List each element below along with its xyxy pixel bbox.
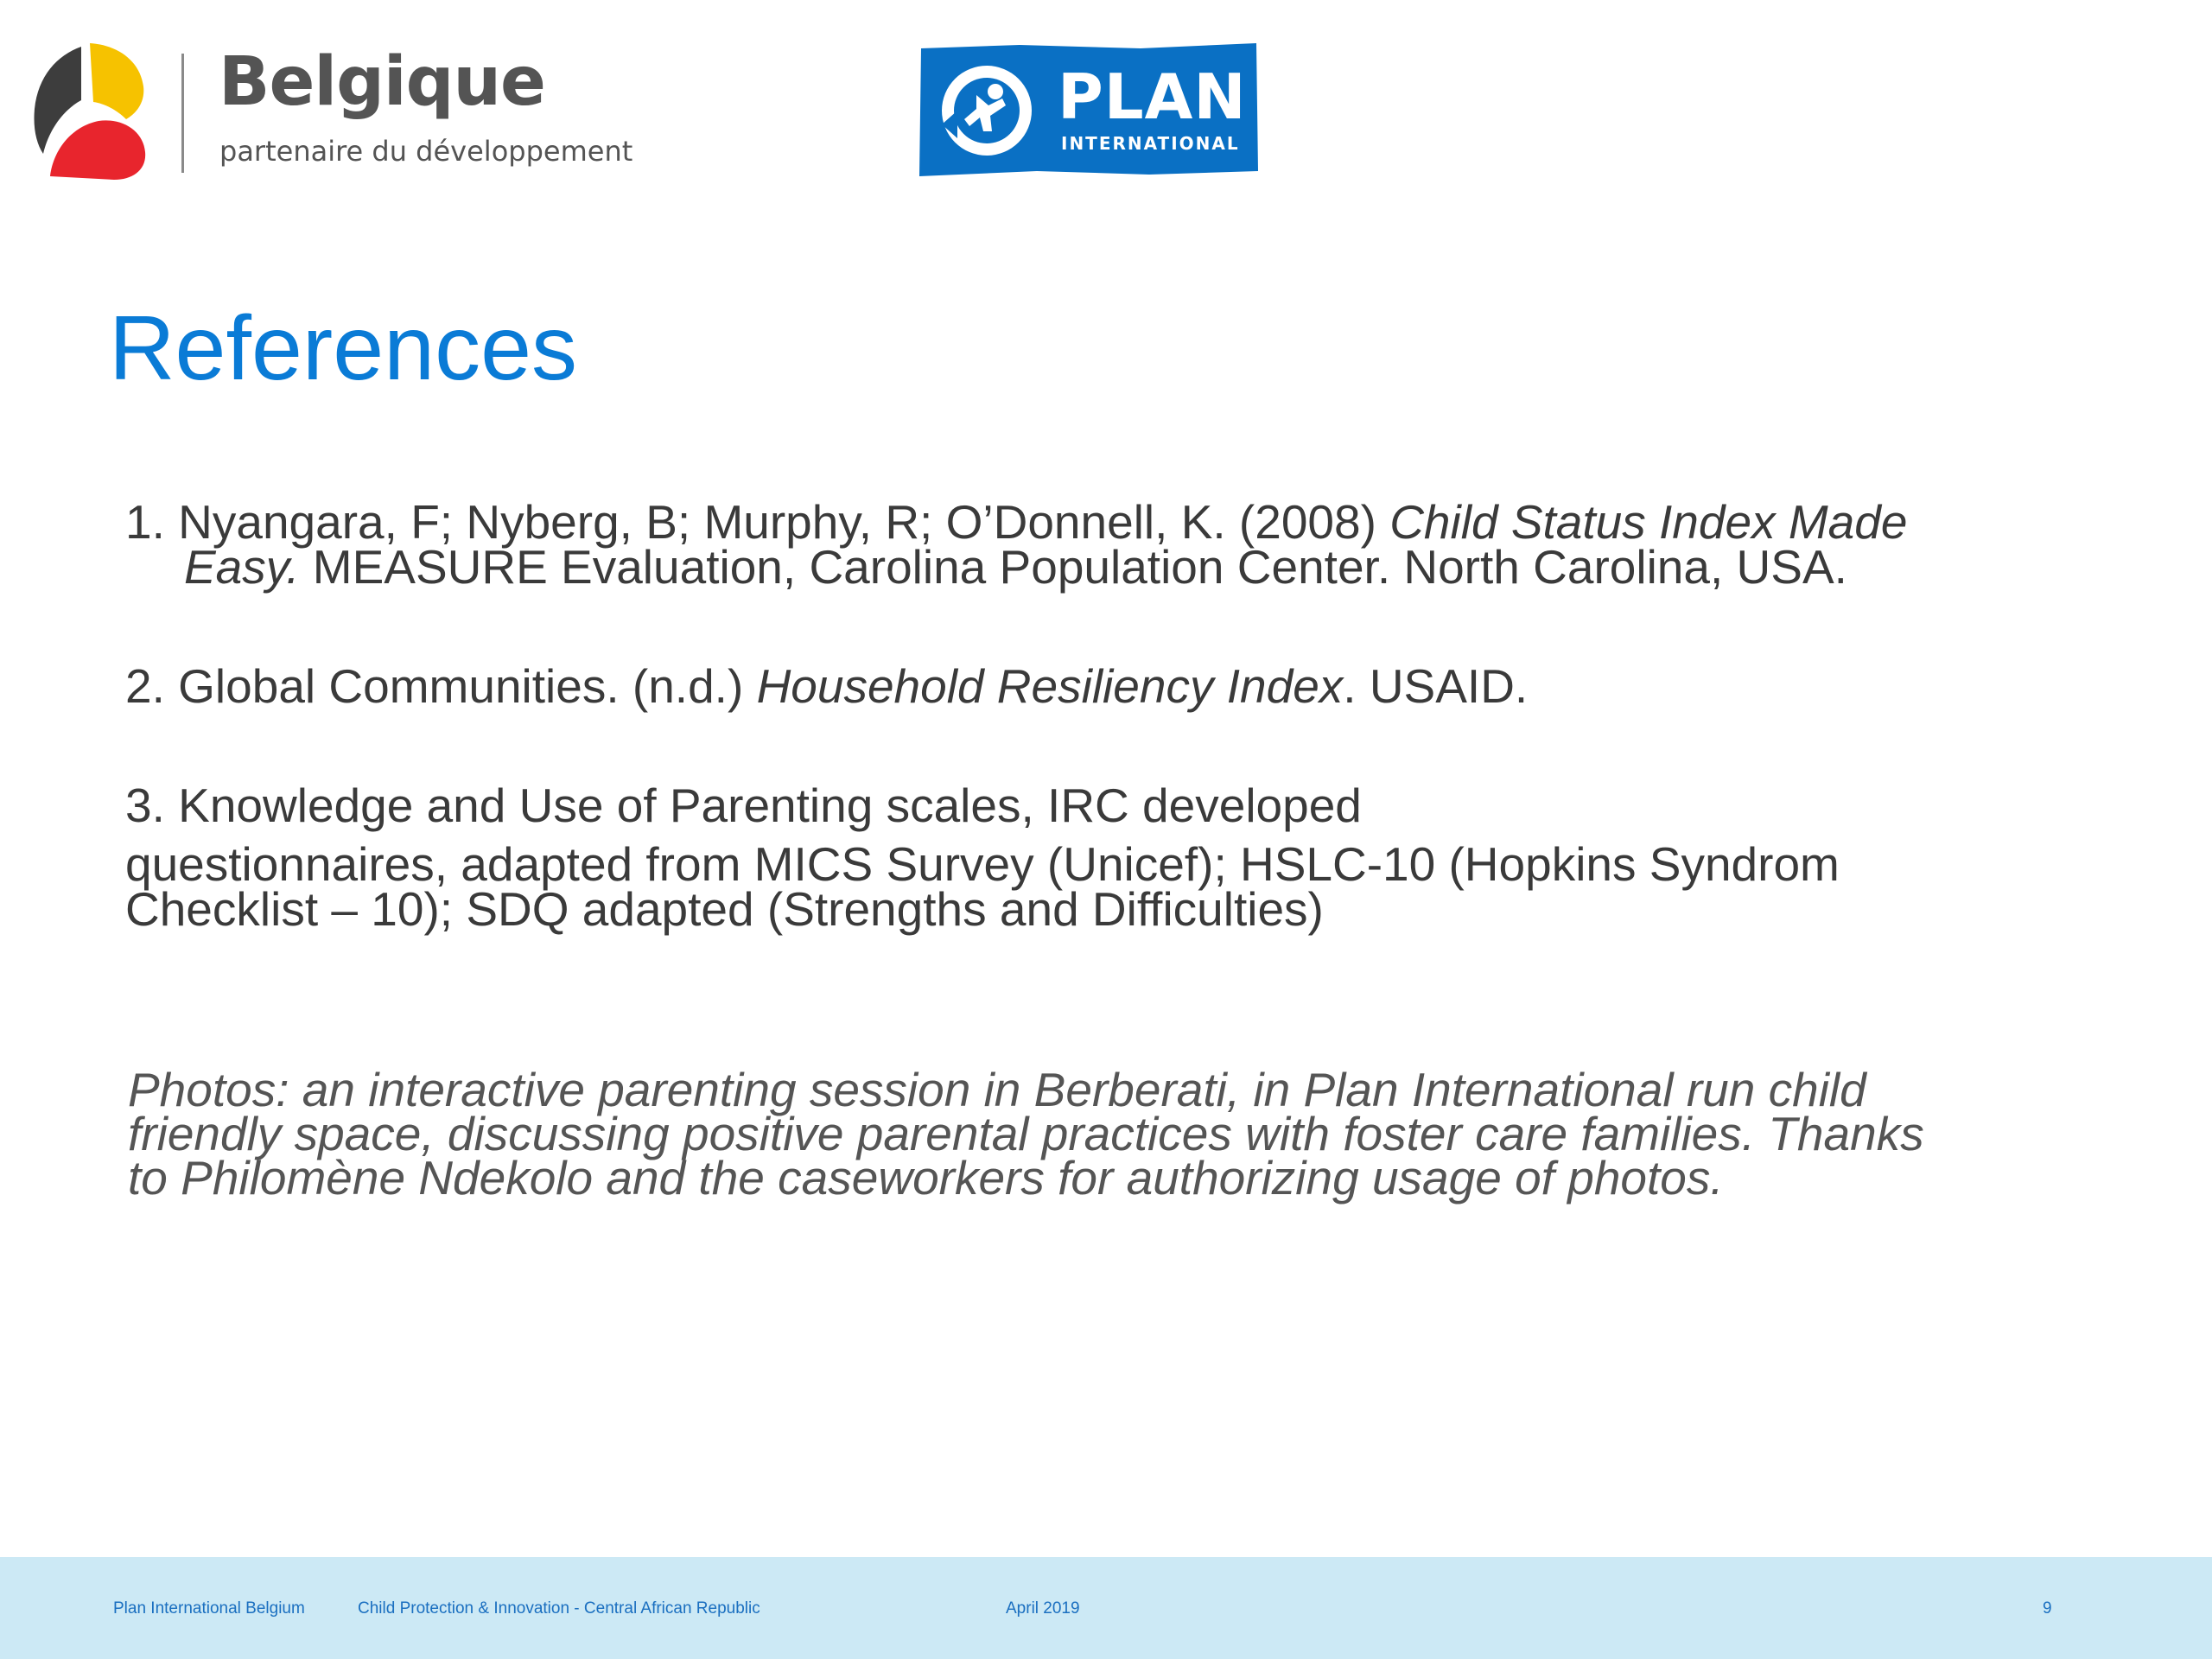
photos-credit-note xyxy=(128,1063,1924,1205)
footer-date: April 2019 xyxy=(1006,1599,1080,1618)
reference-1-line-1 xyxy=(125,495,1908,549)
footer-organization: Plan International Belgium xyxy=(113,1599,305,1618)
plan-international-subtitle: INTERNATIONAL xyxy=(1061,133,1240,154)
reference-1-authors: Nyangara, F; Nyberg, B; Murphy, R; O’Donnell, K. (2008) xyxy=(178,495,1376,549)
reference-3-line-1 xyxy=(125,779,1840,832)
reference-1-title-part-1: Child Status Index Made xyxy=(1389,495,1908,549)
reference-2-title: Household Resiliency Index xyxy=(756,659,1344,713)
plan-international-logo xyxy=(916,41,1262,178)
footer-project: Child Protection & Innovation - Central African Republic xyxy=(358,1599,760,1618)
reference-3-line-2: questionnaires, adapted from MICS Survey (Unicef); HSLC-10 (Hopkins Syndrom xyxy=(125,837,1840,891)
reference-1-title-part-2: Easy. xyxy=(184,540,300,594)
belgique-wordmark: Belgique xyxy=(219,43,545,121)
plan-wordmark: PLAN xyxy=(1058,60,1247,133)
reference-3-text-1: Knowledge and Use of Parenting scales, IRC developed xyxy=(178,779,1362,832)
reference-2-line-1 xyxy=(125,659,1529,713)
reference-3-line-3: Checklist – 10); SDQ adapted (Strengths and Difficulties) xyxy=(125,882,1324,936)
belgique-logo xyxy=(31,38,633,185)
reference-3-number: 3. xyxy=(125,779,165,832)
reference-item-3 xyxy=(125,779,1840,936)
belgique-tagline: partenaire du développement xyxy=(219,135,633,168)
footer-page-number: 9 xyxy=(2043,1599,2052,1618)
reference-item-1 xyxy=(125,495,1908,594)
reference-item-2 xyxy=(125,659,1529,713)
reference-2-number: 2. xyxy=(125,659,165,713)
slide-title: References xyxy=(109,297,578,399)
belgique-logo-mark-icon xyxy=(31,41,148,180)
photos-note-line-1: Photos: an interactive parenting session in Berberati, in Plan International run child xyxy=(128,1063,1866,1116)
logo-divider xyxy=(181,54,184,173)
reference-1-line-2 xyxy=(125,540,1907,594)
reference-2-publisher: . USAID. xyxy=(1343,659,1529,713)
photos-note-line-2: friendly space, discussing positive parental practices with foster care families. Thanks xyxy=(128,1107,1924,1160)
slide-footer xyxy=(0,1557,2212,1659)
photos-note-line-3: to Philomène Ndekolo and the caseworkers for authorizing usage of photos. xyxy=(128,1151,1724,1205)
reference-2-authors: Global Communities. (n.d.) xyxy=(178,659,744,713)
reference-1-number: 1. xyxy=(125,495,165,549)
reference-1-publisher: MEASURE Evaluation, Carolina Population Center. North Carolina, USA. xyxy=(312,540,1847,594)
